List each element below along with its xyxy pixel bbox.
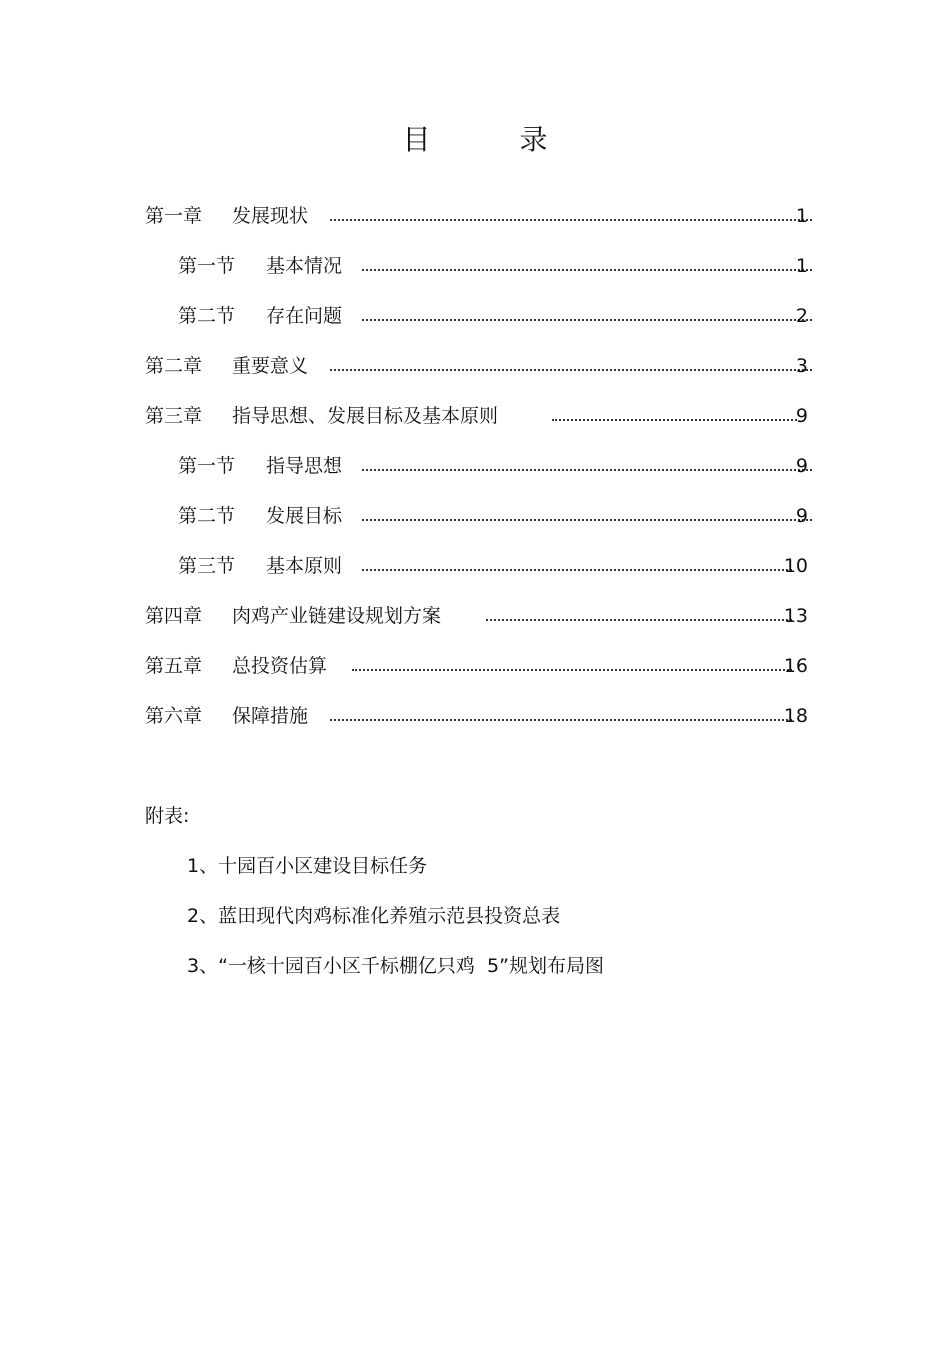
toc-leader-dots	[330, 363, 812, 371]
toc-entry-11[interactable]	[0, 702, 950, 730]
toc-page-number: 10	[783, 555, 808, 577]
toc-entry-title: 重要意义	[232, 355, 309, 377]
toc-section-number: 第二节	[178, 305, 236, 327]
toc-page-number: 2	[795, 305, 808, 327]
toc-chapter-number: 第五章	[145, 655, 203, 677]
toc-page-number: 13	[783, 605, 808, 627]
toc-entry-title: 发展现状	[232, 205, 309, 227]
toc-entry-2[interactable]	[0, 252, 950, 280]
toc-entry-1[interactable]	[0, 202, 950, 230]
toc-entry-10[interactable]	[0, 652, 950, 680]
toc-leader-dots	[330, 713, 792, 721]
toc-leader-dots	[362, 563, 792, 571]
toc-leader-dots	[352, 663, 792, 671]
toc-chapter-number: 第四章	[145, 605, 203, 627]
appendix-item[interactable]: 2、蓝田现代肉鸡标准化养殖示范县投资总表	[187, 905, 561, 927]
toc-leader-dots	[362, 263, 812, 271]
toc-page-number: 3	[795, 355, 808, 377]
toc-entry-title: 保障措施	[232, 705, 309, 727]
toc-leader-dots	[486, 613, 792, 621]
appendix-item[interactable]: 1、十园百小区建设目标任务	[187, 855, 428, 877]
toc-section-number: 第二节	[178, 505, 236, 527]
toc-leader-dots	[362, 463, 812, 471]
toc-entry-6[interactable]	[0, 452, 950, 480]
toc-entry-title: 发展目标	[266, 505, 343, 527]
appendix-item[interactable]: 3、“一核十园百小区千标棚亿只鸡 5”规划布局图	[187, 955, 604, 977]
toc-entry-7[interactable]	[0, 502, 950, 530]
toc-section-number: 第三节	[178, 555, 236, 577]
toc-entry-4[interactable]	[0, 352, 950, 380]
toc-entry-title: 存在问题	[266, 305, 343, 327]
toc-chapter-number: 第一章	[145, 205, 203, 227]
toc-leader-dots	[362, 313, 812, 321]
toc-page-number: 1	[795, 255, 808, 277]
toc-entry-9[interactable]	[0, 602, 950, 630]
toc-leader-dots	[362, 513, 812, 521]
toc-entry-8[interactable]	[0, 552, 950, 580]
toc-section-number: 第一节	[178, 255, 236, 277]
toc-entry-title: 基本情况	[266, 255, 343, 277]
toc-section-number: 第一节	[178, 455, 236, 477]
toc-entry-title: 指导思想	[266, 455, 343, 477]
toc-chapter-number: 第三章	[145, 405, 203, 427]
toc-entry-title: 肉鸡产业链建设规划方案	[232, 605, 442, 627]
toc-entry-title: 指导思想、发展目标及基本原则	[232, 405, 499, 427]
appendix-heading: 附表:	[145, 805, 190, 827]
toc-page-number: 18	[783, 705, 808, 727]
toc-chapter-number: 第六章	[145, 705, 203, 727]
toc-page-number: 9	[795, 505, 808, 527]
toc-page-number: 9	[795, 405, 808, 427]
toc-chapter-number: 第二章	[145, 355, 203, 377]
toc-page-number: 9	[795, 455, 808, 477]
toc-entry-title: 基本原则	[266, 555, 343, 577]
page-title: 目 录	[402, 123, 588, 156]
toc-leader-dots	[330, 213, 812, 221]
toc-entry-title: 总投资估算	[232, 655, 328, 677]
toc-page-number: 16	[783, 655, 808, 677]
toc-page-number: 1	[795, 205, 808, 227]
toc-entry-3[interactable]	[0, 302, 950, 330]
toc-entry-5[interactable]	[0, 402, 950, 430]
